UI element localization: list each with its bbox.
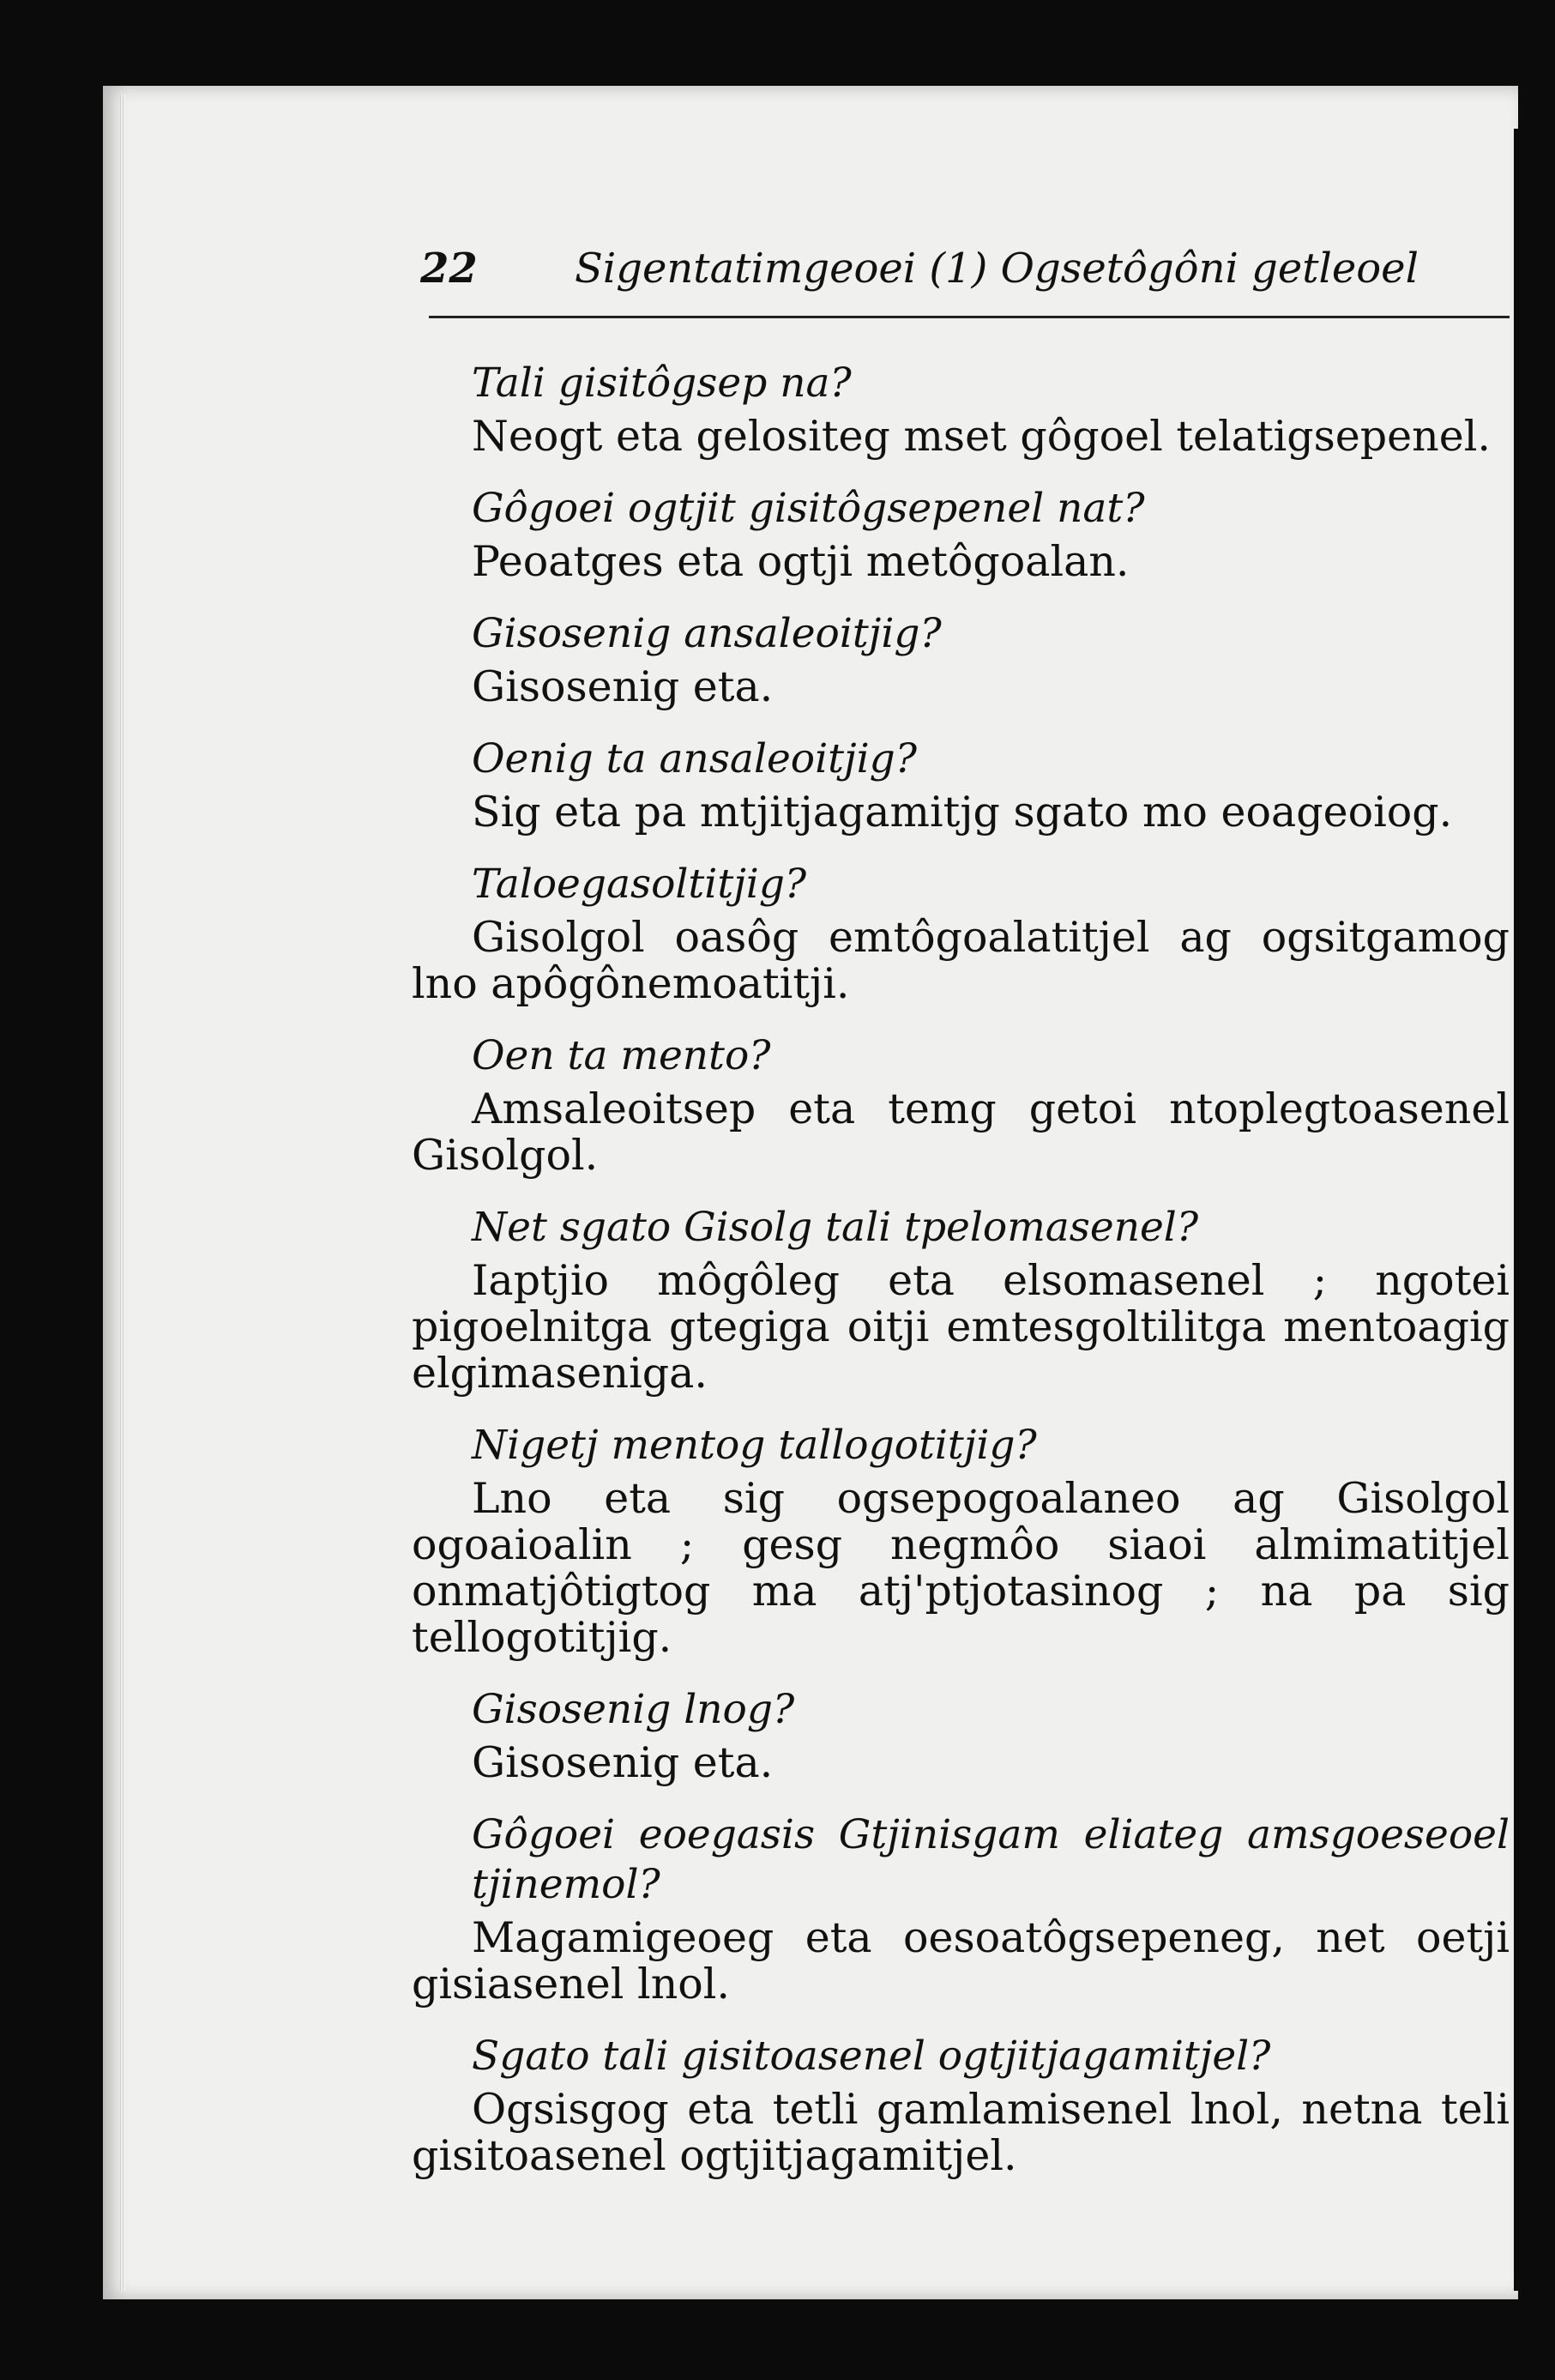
page-edge-stack: [120, 94, 125, 2291]
answer: Lno eta sig ogsepogoalaneo ag Gisolgol ogoaioalin ; gesg negmôo siaoi almimatitjel onmatjôtigtog ma atj'ptjotasinog ; na pa sig tellogotitjig.: [412, 1474, 1510, 1662]
answer: Magamigeoeg eta oesoatôgsepeneg, net oetji gisiasenel lnol.: [412, 1913, 1510, 2009]
answer: Peoatges eta ogtji metôgoalan.: [472, 537, 1130, 586]
question: Nigetj mentog tallogotitjig?: [472, 1422, 1037, 1469]
qa-item: [412, 1203, 1510, 1397]
answer: Amsaleoitsep eta temg getoi ntoplegtoasenel Gisolgol.: [412, 1084, 1510, 1180]
question: Taloegasoltitjig?: [472, 861, 807, 908]
qa-item: [412, 484, 1510, 585]
question: Tali gisitôgsep na?: [472, 359, 852, 407]
answer: Neogt eta gelositeg mset gôgoel telatigsepenel.: [472, 412, 1491, 461]
question: Net sgato Gisolg tali tpelomasenel?: [472, 1204, 1199, 1251]
qa-item: [412, 1421, 1510, 1661]
answer: Gisosenig eta.: [472, 1738, 774, 1787]
qa-item: [412, 1031, 1510, 1179]
answer: Sig eta pa mtjitjagamitjg sgato mo eoageoiog.: [472, 788, 1453, 837]
qa-item: [412, 2032, 1510, 2179]
qa-item: [412, 734, 1510, 836]
qa-item: [412, 359, 1510, 460]
scan-border: [1514, 129, 1555, 2291]
catechism-text: [412, 359, 1510, 2203]
question: Gisosenig ansaleoitjig?: [472, 610, 942, 657]
answer: Ogsisgog eta tetli gamlamisenel lnol, netna teli gisitoasenel ogtjitjagamitjel.: [412, 2085, 1510, 2180]
header-rule: [429, 316, 1510, 318]
page-number: 22: [420, 245, 478, 293]
qa-item: [412, 860, 1510, 1007]
question: Gisosenig lnog?: [472, 1686, 795, 1733]
answer: Iaptjio môgôleg eta elsomasenel ; ngotei pigoelnitga gtegiga oitji emtesgoltilitga mentoagig elgimaseniga.: [412, 1256, 1510, 1398]
question: Gôgoei eoegasis Gtjinisgam eliateg amsgoeseoel tjinemol?: [472, 1811, 1510, 1908]
running-title: Sigentatimgeoei (1) Ogsetôgôni getleoel: [575, 245, 1419, 293]
question: Oenig ta ansaleoitjig?: [472, 735, 917, 782]
question: Oen ta mento?: [472, 1032, 771, 1079]
running-header: [420, 245, 1510, 305]
qa-item: [412, 1810, 1510, 2008]
question: Sgato tali gisitoasenel ogtjitjagamitjel?: [472, 2033, 1271, 2080]
answer: Gisosenig eta.: [472, 662, 774, 711]
question: Gôgoei ogtjit gisitôgsepenel nat?: [472, 485, 1145, 532]
qa-item: [412, 1685, 1510, 1786]
answer: Gisolgol oasôg emtôgoalatitjel ag ogsitgamog lno apôgônemoatitji.: [412, 913, 1510, 1008]
qa-item: [412, 609, 1510, 710]
